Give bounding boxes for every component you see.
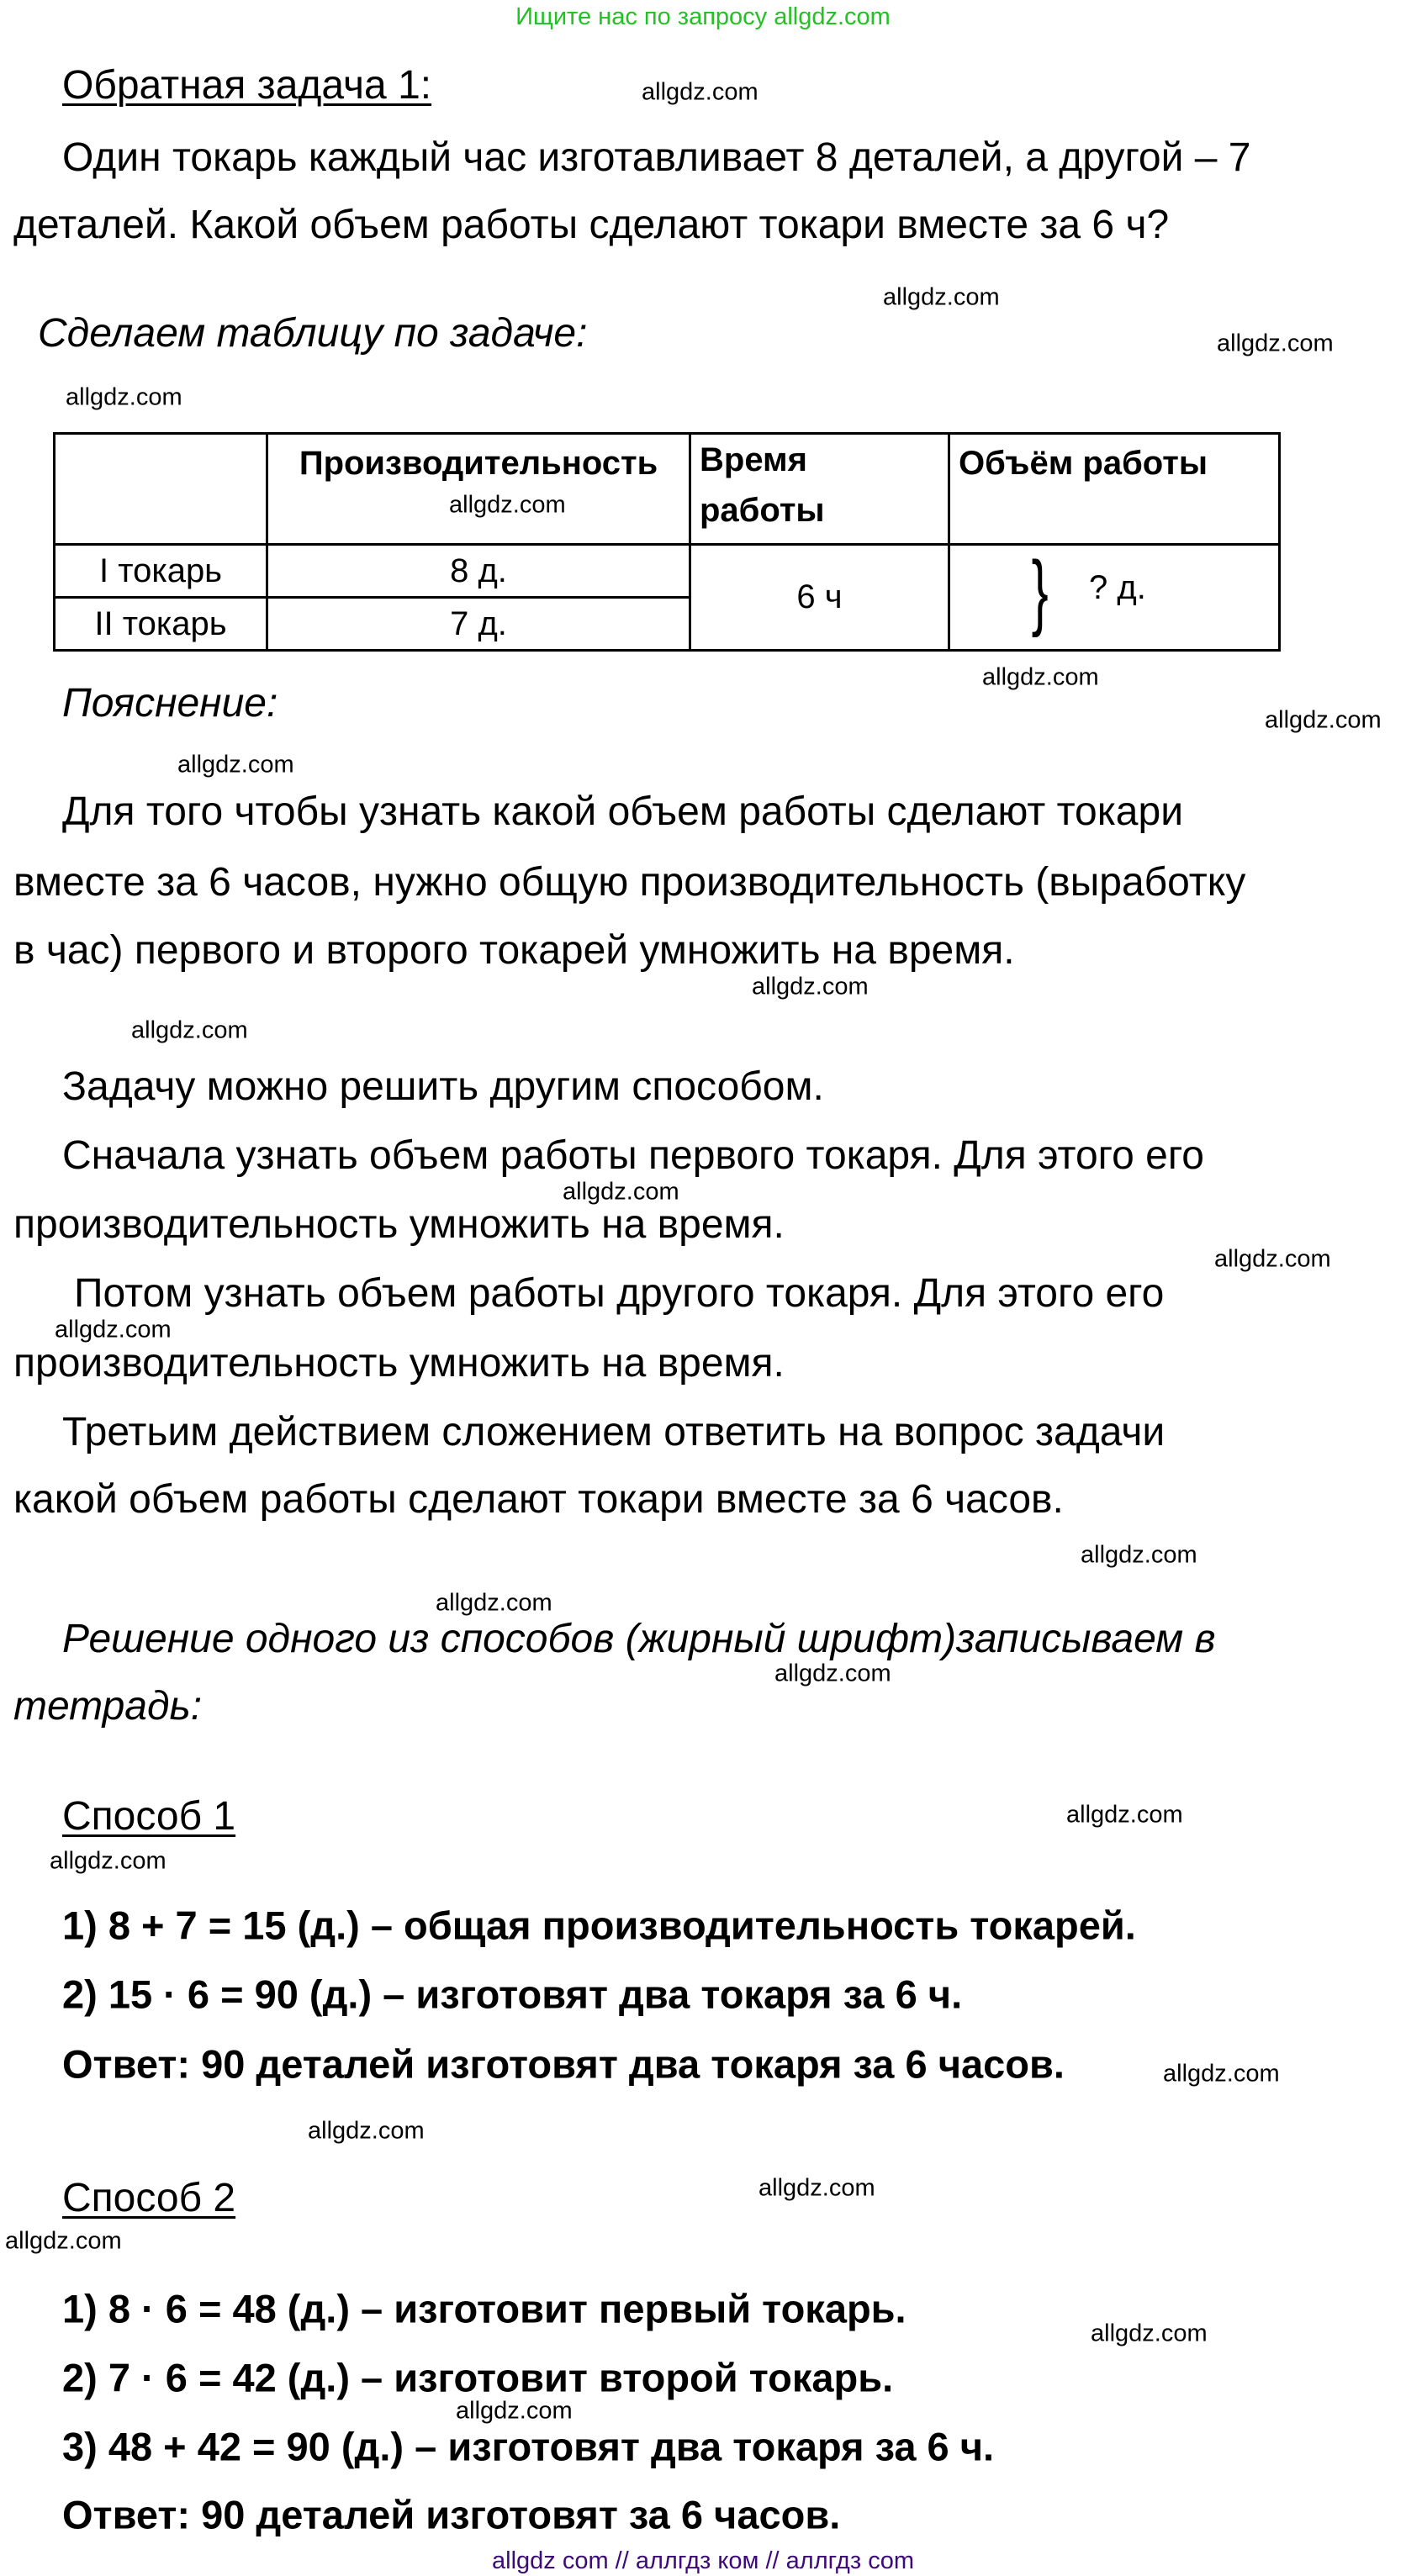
watermark: allgdz.com <box>50 1847 166 1875</box>
watermark: allgdz.com <box>752 973 869 1000</box>
method2-step: 2) 7 · 6 = 42 (д.) – изготовит второй токарь. <box>62 2355 894 2400</box>
watermark: allgdz.com <box>449 491 566 519</box>
method2-title: Способ 2 <box>62 2176 236 2220</box>
explanation-line: Задачу можно решить другим способом. <box>62 1064 824 1109</box>
table-header-rate: Производительность <box>267 434 690 545</box>
explanation-line: вместе за 6 часов, нужно общую производительность (выработку <box>13 860 1246 905</box>
watermark: allgdz.com <box>66 383 182 411</box>
time-cell: 6 ч <box>690 545 949 651</box>
watermark: allgdz.com <box>456 2397 573 2425</box>
explanation-line: Потом узнать объем работы другого токаря. Для этого его <box>74 1271 1165 1316</box>
table-header-empty <box>55 434 267 545</box>
watermark: allgdz.com <box>308 2117 425 2145</box>
explanation-line: какой объем работы сделают токари вместе за 6 часов. <box>13 1477 1064 1522</box>
method1-step: 1) 8 + 7 = 15 (д.) – общая производительность токарей. <box>62 1903 1136 1948</box>
watermark: allgdz.com <box>1163 2060 1280 2088</box>
explanation-title: Пояснение: <box>62 681 278 726</box>
watermark: allgdz.com <box>563 1178 679 1206</box>
watermark: allgdz.com <box>1265 706 1382 734</box>
method1-title: Способ 1 <box>62 1794 236 1839</box>
problem-line: Один токарь каждый час изготавливает 8 деталей, а другой – 7 <box>62 135 1251 180</box>
watermark: allgdz.com <box>883 283 1000 311</box>
table-header-time: Время работы <box>690 434 949 545</box>
method2-step: 1) 8 · 6 = 48 (д.) – изготовит первый токарь. <box>62 2286 906 2331</box>
watermark: allgdz.com <box>177 751 294 779</box>
row-label: I токарь <box>55 545 267 598</box>
explanation-line: Для того чтобы узнать какой объем работы сделают токари <box>62 789 1184 834</box>
method2-answer: Ответ: 90 деталей изготовят за 6 часов. <box>62 2492 841 2537</box>
solution-intro: тетрадь: <box>13 1684 203 1729</box>
brace-icon: } <box>1031 544 1049 638</box>
task-title: Обратная задача 1: <box>62 63 432 108</box>
watermark: allgdz.com <box>1066 1801 1183 1829</box>
volume-value: ? д. <box>1089 569 1146 606</box>
table-header-volume: Объём работы <box>949 434 1280 545</box>
watermark: allgdz.com <box>642 78 758 106</box>
watermark: allgdz.com <box>774 1660 891 1687</box>
explanation-line: в час) первого и второго токарей умножить на время. <box>13 928 1015 973</box>
row-rate: 8 д. <box>267 545 690 598</box>
method1-answer: Ответ: 90 деталей изготовят два токаря за 6 часов. <box>62 2041 1065 2087</box>
watermark: allgdz.com <box>1091 2320 1208 2347</box>
method1-step: 2) 15 · 6 = 90 (д.) – изготовят два токаря за 6 ч. <box>62 1972 963 2017</box>
watermark: allgdz.com <box>1081 1541 1197 1569</box>
watermark: allgdz.com <box>1214 1245 1331 1273</box>
solution-intro: Решение одного из способов (жирный шрифт)записываем в <box>62 1617 1216 1661</box>
method2-step: 3) 48 + 42 = 90 (д.) – изготовят два токаря за 6 ч. <box>62 2424 995 2469</box>
footer-watermark: allgdz com // аллгдз ком // аллгдз com <box>492 2547 914 2574</box>
row-rate: 7 д. <box>267 598 690 651</box>
explanation-line: Третьим действием сложением ответить на вопрос задачи <box>62 1410 1166 1454</box>
watermark: allgdz.com <box>758 2174 875 2202</box>
search-banner: Ищите нас по запросу allgdz.com <box>515 3 891 30</box>
problem-line: деталей. Какой объем работы сделают токари вместе за 6 ч? <box>13 203 1170 247</box>
watermark: allgdz.com <box>131 1016 248 1044</box>
task-table <box>53 432 1281 652</box>
row-label: II токарь <box>55 598 267 651</box>
watermark: allgdz.com <box>982 663 1099 691</box>
watermark: allgdz.com <box>55 1316 172 1343</box>
watermark: allgdz.com <box>1217 330 1334 357</box>
volume-cell <box>949 545 1280 651</box>
explanation-line: Сначала узнать объем работы первого токаря. Для этого его <box>62 1133 1204 1178</box>
watermark: allgdz.com <box>5 2227 122 2255</box>
watermark: allgdz.com <box>436 1589 552 1617</box>
table-intro: Сделаем таблицу по задаче: <box>38 311 588 356</box>
explanation-line: производительность умножить на время. <box>13 1202 785 1247</box>
explanation-line: производительность умножить на время. <box>13 1341 785 1386</box>
